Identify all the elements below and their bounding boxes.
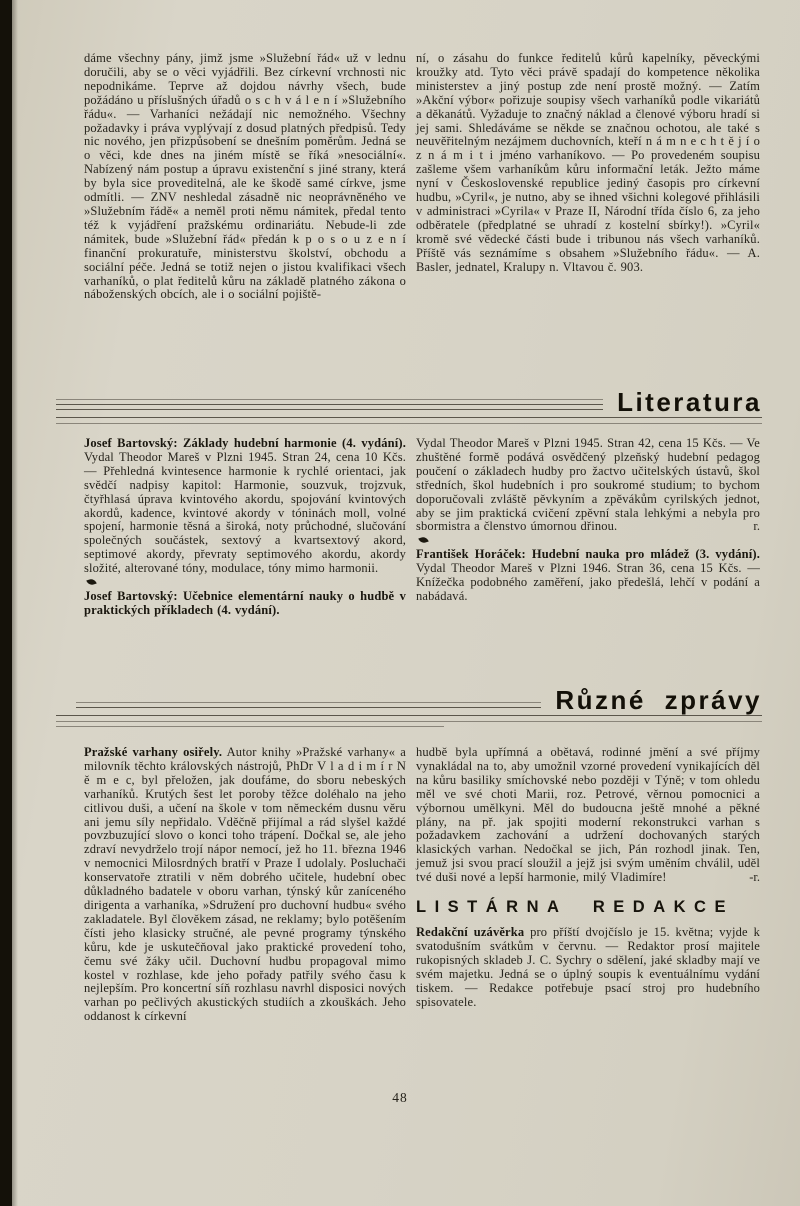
divider-rule-partial bbox=[56, 726, 444, 727]
reviewer-initial: r. bbox=[753, 519, 760, 534]
literatura-heading: Literatura bbox=[617, 387, 762, 417]
ornament-row bbox=[416, 534, 760, 548]
article-left-column: dáme všechny pány, jimž jsme »Služební řád« už v lednu doručili, aby se o věci vyjádřili. Bez církevní vrchnosti nic nepodnikáme. Teprve až dojdou návrhy všech, bude požádáno u příslušných úřadů o s c h v á l e n í »Služebního řádu«. — Varhaníci nežádají nic nemožného. Všechny požadavky i práva vyplývají z dosud platných předpisů. Tedy nic nového, jen přizpůsobení se dnešním poměrům. Jedná se o věci, kde dnes na jiném místě se říká »nesociální«. Nabízený nám postup a úpravu existenční s jiné strany, která by byla sice proveditelná, ale ke škodě samé církve, jsme odmítli. — ZNV neshledal zásadně nic neoprávněného ve »Služebním řádě« a neměl proti němu námitek, předal tento též k vyjádření pražskému ordinariátu. Nebude-li zde námitek, bude »Služební řád« předán k p o s o u z e n í finanční prokuratuře, ministerstvu školství, obchodu a sociální péče. Jedná se totiž nejen o jistou kvalifikaci všech varhaníků, o plat ředitelů kůru na základě platného zákona o náboženských obcích, ale i o sociální pojiště- bbox=[84, 51, 406, 302]
editorial-note bbox=[416, 926, 760, 1009]
ruzne-zpravy-heading: Různé zprávy bbox=[555, 685, 762, 715]
leaf-ornament-icon bbox=[418, 536, 428, 544]
book-entry-text: Vydal Theodor Mareš v Plzni 1946. Stran 36, cena 15 Kčs. — Knížečka podobného zaměření, jako předešlá, lehčí v podání a nabádavá. bbox=[416, 561, 760, 604]
literatura-section bbox=[84, 437, 760, 618]
leaf-ornament-icon bbox=[86, 578, 96, 586]
ruzne-zpravy-section-divider bbox=[56, 685, 762, 727]
ruzne-zpravy-section bbox=[84, 746, 760, 1024]
literatura-section-divider bbox=[56, 387, 762, 424]
ornament-row bbox=[84, 576, 406, 590]
scan-edge-shadow bbox=[12, 0, 18, 1206]
book-entry-text: Vydal Theodor Mareš v Plzni 1945. Stran 24, cena 10 Kčs. — Přehledná kvintesence harmonie k rychlé orientaci, jak svědčí nadpisy kapitol: Harmonie, souzvuk, trojzvuk, čtyřhlasá úprava kvintového akordu, spojování kvintových akordů, kadence, kvintové akordy v tóninách moll, volné spojení, harmonie těsná a široká, noty průchodné, slučování společných součástek, sextový a kvartsextový akord, septimové akordy, převraty septimového akordu, akordy složité, alterované tóny, modulace, tóny mimo harmonii. bbox=[84, 449, 406, 576]
article-text: Autor knihy »Pražské varhany« a milovník těchto královských nástrojů, PhDr V l a d i m í r N ě m e c, byl přeložen, jak doufáme, do sboru nebeských varhaníků. Krutých šest let poroby těžce doléhalo na jeho citlivou duši, a učení na škole v tom německém dusnu věru ani jemu síly nepřidalo. Vděčně přijímal a rád slyšel každé povzbuzující slovo o konci toho trápení. Dočkal se, ale jeho zdraví nevydrželo trojí nápor nemocí, jež ho 11. března 1946 v nemocnici Milosrdných bratří v Praze I udolaly. Posluchači konservatoře ztratili v něm dobrého učitele, hudební obec důkladného badatele v oboru varhan, týnský kůr zaníceného dirigenta a varhaníka, »Sdružení pro duchovní hudbu« svého zakladatele. Byl člověkem zásad, ne reklamy; bylo potěšením čísti jeho klasicky stručné, ale pevné programy týnského kůru, kde je uskutečňoval jako praktické provedení toho, čemu své žáky učil. Duchovní hudbu propagoval mimo kostel v rozhlase, kde jeho pořady patřily svého času k nejlepším. Pro koncertní síň rozhlasu navrhl disposici nových varhan po pečlivých akustických studiích a zkouškách. Jeho oddanost k církevní bbox=[84, 745, 406, 1024]
book-review-entry bbox=[84, 590, 406, 618]
literatura-left-column bbox=[84, 437, 406, 618]
obituary-article bbox=[84, 746, 406, 1024]
book-review-entry bbox=[84, 437, 406, 576]
editorial-lead: Redakční uzávěrka bbox=[416, 925, 525, 940]
article-right-column: ní, o zásahu do funkce ředitelů kůrů kapelníky, pěveckými kroužky atd. Tyto věci právě spadají do kompetence několika ministerstev a jiný postup zde není prostě možný. — Zatím »Akční výbor« pořizuje soupisy všech varhaníků podle vikariátů a děkanátů. Vyžaduje to značný náklad a členové výboru hradí si jej sami. Shledáváme se někde se značnou ochotou, ale také s neuvěřitelným nezájmem duchovních, kteří n á m n e c h t ě j í o z n á m i t i jméno varhaníkovo. — Po provedeném soupisu zašleme všem varhaníkům kůru informační leták. Ježto máme nyní v Československé republice jediný časopis pro církevní hudbu, »Cyril«, je nutno, aby se ihned všichni kolegové přihlásili v administraci »Cyrila« v Praze II, Národní třída číslo 6, za jeho odběratele (předplatné se uhradí z kostelní sbírky!). »Cyril« kromě své vědecké části bude i tribunou nás všech varhaníků. Příště vás seznámíme s obsahem »Služebního řádu«. — A. Basler, jednatel, Kralupy n. Vltavou č. 903. bbox=[416, 51, 760, 274]
ruzne-left-column bbox=[84, 746, 406, 1024]
book-entry-continuation: Vydal Theodor Mareš v Plzni 1945. Stran 42, cena 15 Kčs. — Ve zhuštěné formě podává osvědčený plzeňský hudební pedagog poučení o základech hudby pro žactvo učitelských ústavů, škol středních, škol hudebních i pro soukromé studium; to bychom doporučovali zvláště pěvkyním a zpěvákům cyrilských jednot, aby se jim praktická cvičení zpěvní stala lehkými a nebyla pro sbormistra a členstvo úmornou dřinou. bbox=[416, 436, 760, 534]
book-entry-author-title: František Horáček: Hudební nauka pro mládež (3. vydání). bbox=[416, 547, 760, 562]
editorial-text: pro příští dvojčíslo je 15. května; vyjde k svatodušním svátkům v červnu. — Redaktor prosí majitele rukopisných skladeb J. C. Sychry o sdělení, jaké skladby mají ve svém majetku. Jedná se o úplný soupis k eventuálnímu vydání tiskem. — Redakce potřebuje psací stroj pro hudebního spisovatele. bbox=[416, 925, 760, 1009]
listarna-redakce-heading: LISTÁRNA REDAKCE bbox=[416, 898, 734, 917]
ruzne-right-column bbox=[416, 746, 760, 1024]
divider-rules-left bbox=[56, 399, 603, 414]
obituary-continuation: hudbě byla upřímná a obětavá, rodinné jmění a své příjmy vynakládal na to, aby umožnil vzorné provedení vynikajících děl na kůru basiliky smíchovské nebo později v Týně; v tom ohledu měl ve své choti Marii, roz. Petrové, věrnou pomocnici a výbornou umělkyni. Měl do budoucna ještě mnohé a pěkné plány, na př. jak spojiti moderní rekonstrukci varhan s požadavkem zachování a udržení dochovaných starých klasických varhan. Nedočkal se jich, Pán rozhodl jinak. Ten, jemuž jsi svou prací sloužil a jejž jsi svým uměním chválil, uděl tvé duši nové a lepší harmonie, milý Vladimíre! bbox=[416, 745, 760, 885]
book-entry-author-title: Josef Bartovský: Základy hudební harmonie (4. vydání). bbox=[84, 436, 406, 450]
intro-article-continuation bbox=[84, 52, 760, 302]
divider-rules-left bbox=[76, 702, 541, 712]
scan-edge-strip bbox=[0, 0, 12, 1206]
divider-rules-full bbox=[56, 417, 762, 424]
page-number: 48 bbox=[392, 1090, 408, 1105]
literatura-right-column bbox=[416, 437, 760, 618]
author-initial: -r. bbox=[749, 870, 760, 885]
book-entry-author-title: Josef Bartovský: Učebnice elementární nauky o hudbě v praktických příkladech (4. vydání). bbox=[84, 589, 406, 617]
book-review-entry bbox=[416, 548, 760, 604]
divider-rules-full bbox=[56, 715, 762, 722]
article-lead-title: Pražské varhany osiřely. bbox=[84, 745, 223, 759]
